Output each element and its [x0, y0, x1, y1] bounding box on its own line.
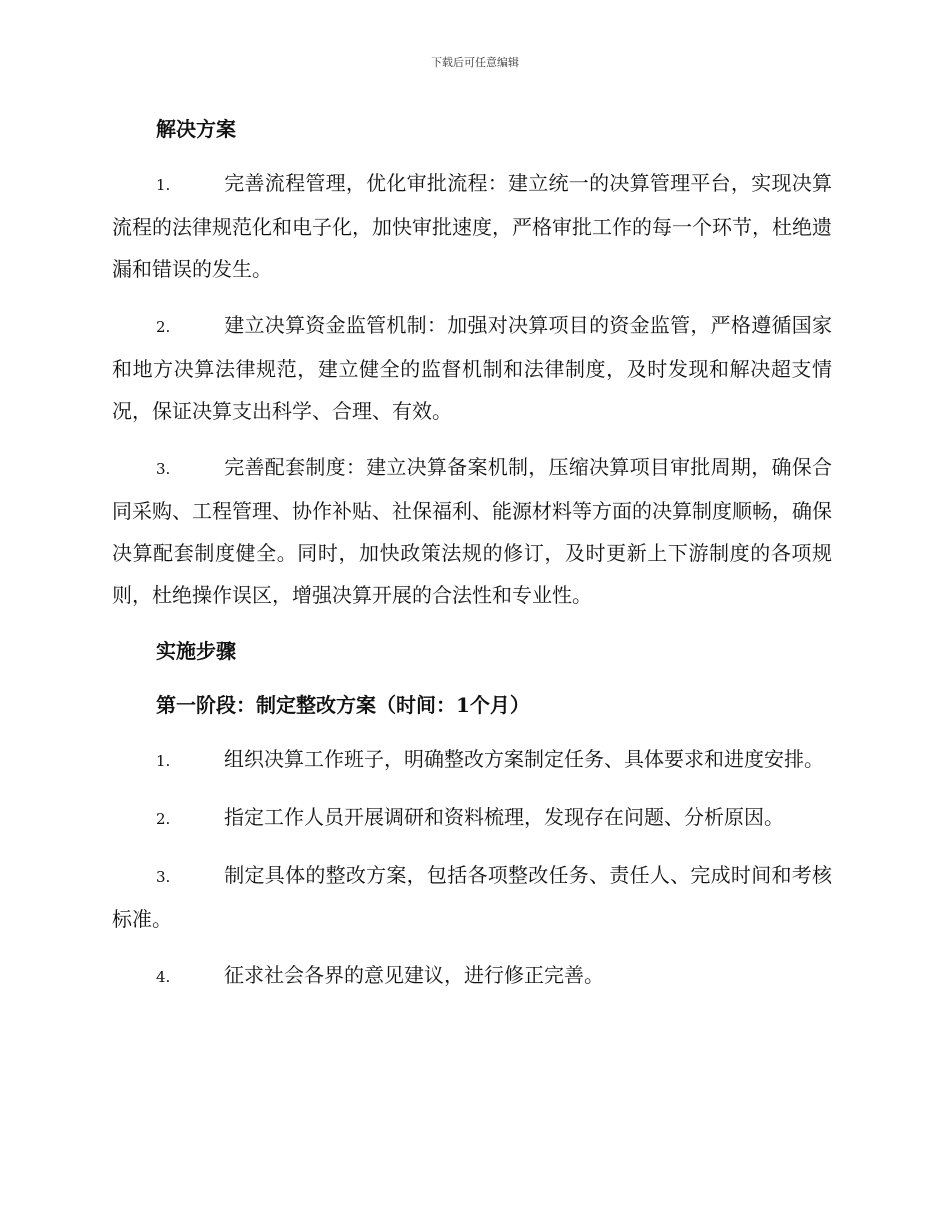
document-body [112, 108, 832, 1012]
list-item-text: 完善流程管理，优化审批流程：建立统一的决算管理平台，实现决算流程的法律规范化和电子化，加快审批速度，严格审批工作的每一个环节，杜绝遗漏和错误的发生。 [112, 171, 832, 281]
list-item-number: 1. [156, 176, 171, 194]
list-item [112, 796, 832, 840]
list-item-text: 制定具体的整改方案，包括各项整改任务、责任人、完成时间和考核标准。 [112, 863, 832, 931]
list-item-text: 组织决算工作班子，明确整改方案制定任务、具体要求和进度安排。 [224, 747, 824, 771]
list-item-text: 征求社会各界的意见建议，进行修正完善。 [224, 963, 604, 987]
header-note: 下载后可任意编辑 [431, 56, 519, 69]
list-item-text: 完善配套制度：建立决算备案机制，压缩决算项目审批周期，确保合同采购、工程管理、协作补贴、社保福利、能源材料等方面的决算制度顺畅，确保决算配套制度健全。同时，加快政策法规的修订，及时更新上下游制度的各项规则，杜绝操作误区，增强决算开展的合法性和专业性。 [112, 455, 832, 607]
list-item-text: 建立决算资金监管机制：加强对决算项目的资金监管，严格遵循国家和地方决算法律规范，建立健全的监督机制和法律制度，及时发现和解决超支情况，保证决算支出科学、合理、有效。 [112, 313, 832, 423]
list-item [112, 304, 832, 432]
list-item-number: 3. [156, 460, 171, 478]
section-heading-steps: 实施步骤 [156, 639, 236, 663]
list-item [112, 954, 832, 998]
list-item-number: 2. [156, 810, 171, 828]
list-item [112, 738, 832, 782]
list-item-number: 3. [156, 868, 171, 886]
list-item-text: 指定工作人员开展调研和资料梳理，发现存在问题、分析原因。 [224, 805, 784, 829]
list-item [112, 162, 832, 290]
list-item-number: 4. [156, 968, 171, 986]
list-item-number: 1. [156, 752, 171, 770]
list-item [112, 446, 832, 616]
list-item [112, 854, 832, 940]
phase-heading: 第一阶段：制定整改方案（时间：1个月） [156, 693, 530, 717]
section-heading-solutions: 解决方案 [156, 117, 236, 141]
list-item-number: 2. [156, 318, 171, 336]
